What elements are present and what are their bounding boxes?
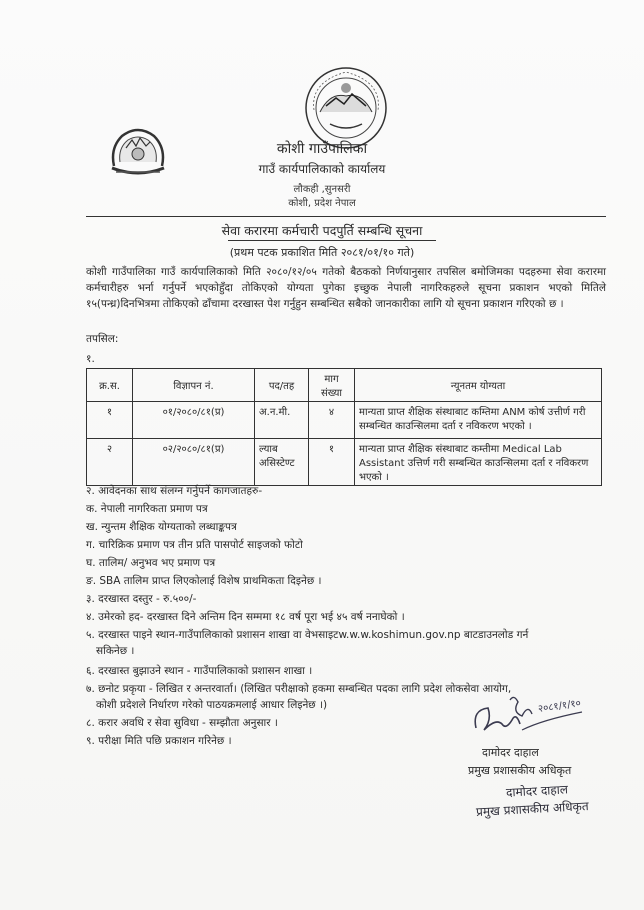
office-name: कोशी गाउँपालिका xyxy=(276,141,368,157)
list-item: ख. न्युन्तम शैक्षिक योग्यताको लब्धाङ्कपत्र xyxy=(86,521,237,533)
list-item: ७. छनोट प्रकृया - लिखित र अन्तरवार्ता। (लिखित परीक्षाको हकमा सम्बन्धित पदका लागि प्रदेश लोकसेवा आयोग, xyxy=(86,683,512,695)
table-cell: ०१/२०८०/८१(प्र) xyxy=(133,402,255,439)
vacancy-table xyxy=(86,368,602,486)
notice-subtitle: (प्रथम पटक प्रकाशित मिति २०८१/०१/१० गते) xyxy=(229,246,415,259)
table-header-row xyxy=(87,369,602,402)
table-cell: अ.न.मी. xyxy=(255,402,309,439)
list-item: घ. तालिम/ अनुभव भए प्रमाण पत्र xyxy=(86,557,216,569)
list-item: २. आवेदनका साथ संलग्न गर्नुपर्ने कागजातहरु- xyxy=(86,485,263,497)
table-cell: १ xyxy=(309,439,355,486)
notice-title: सेवा करारमा कर्मचारी पदपुर्ति सम्बन्धि सूचना xyxy=(221,223,423,238)
tapsil-label: तपसिल: xyxy=(86,333,119,345)
signatory-name: दामोदर दाहाल xyxy=(482,746,539,759)
table-cell: ल्याब असिस्टेण्ट xyxy=(255,439,309,486)
table-cell: २ xyxy=(87,439,133,486)
signatory-designation: प्रमुख प्रशासकीय अधिकृत xyxy=(468,764,572,777)
list-item: ८. करार अवधि र सेवा सुविधा - सम्झौता अनुसार । xyxy=(86,717,278,729)
stamp-designation: प्रमुख प्रशासकीय अधिकृत xyxy=(475,799,589,819)
col-header-demand: माग संख्या xyxy=(309,369,355,402)
table-row xyxy=(87,439,602,486)
stamp-name: दामोदर दाहाल xyxy=(505,782,569,800)
col-header-advert-no: विज्ञापन नं. xyxy=(133,369,255,402)
table-cell: ४ xyxy=(309,402,355,439)
list-item: ६. दरखास्त बुझाउने स्थान - गाउँपालिकाको प्रशासन शाखा । xyxy=(86,665,313,677)
title-underline xyxy=(228,240,436,241)
list-item: ९. परीक्षा मिति पछि प्रकाशन गरिनेछ । xyxy=(86,735,232,747)
table-cell: १ xyxy=(87,402,133,439)
list-item: सकिनेछ । xyxy=(96,645,135,657)
list-item: कोशी प्रदेशले निर्धारण गरेको पाठयक्रमलाई आधार लिइनेछ ।) xyxy=(96,699,328,711)
col-header-qualification: न्यूनतम योग्यता xyxy=(355,369,602,402)
list-item: ४. उमेरको हद- दरखास्त दिने अन्तिम दिन सम्ममा १८ वर्ष पूरा भई ४५ वर्ष ननाघेको । xyxy=(86,611,405,623)
table-cell: मान्यता प्राप्त शैक्षिक संस्थाबाट कम्तीमा Medical Lab Assistant उत्तिर्ण गरी सम्बन्धित काउन्सिलमा दर्ता र नविकरण भएको । xyxy=(355,439,602,486)
handwritten-date: २०८१/१/१० xyxy=(537,698,582,715)
col-header-sn: क्र.स. xyxy=(87,369,133,402)
table-cell: ०२/२०८०/८१(प्र) xyxy=(133,439,255,486)
address-line-2: कोशी, प्रदेश नेपाल xyxy=(288,198,356,209)
table-cell: मान्यता प्राप्त शैक्षिक संस्थाबाट कम्तिमा ANM कोर्ष उत्तीर्ण गरी सम्बन्धित काउन्सिलमा दर्ता र नविकरण भएको । xyxy=(355,402,602,439)
office-subtitle: गाउँ कार्यपालिकाको कार्यालय xyxy=(258,162,386,176)
list-item: क. नेपाली नागरिकता प्रमाण पत्र xyxy=(86,503,208,515)
col-header-post: पद/तह xyxy=(255,369,309,402)
notice-body: कोशी गाउँपालिका गाउँ कार्यपालिकाको मिति २०८०/१२/०५ गतेको बैठकको निर्णयानुसार तपसिल बमोजिमका पदहरुमा सेवा करारमा कर्मचारीहरु भर्ना गर्नुपर्ने भएकोहुँदा तोकिएको योग्यता पुगेका इच्छुक नेपाली नागरिकहरुले सूचना प्रकाशन भएको मितिले १५(पन्ध्र)दिनभित्रमा तोकिएको ढाँचामा दरखास्त पेश गर्नुहुन सम्बन्धित सबैको जानकारीका लागि यो सूचना प्रकाशन गरिएको छ । xyxy=(86,266,606,310)
table-row xyxy=(87,402,602,439)
list-item: ङ. SBA तालिम प्राप्त लिएकोलाई विशेष प्राथमिकता दिइनेछ । xyxy=(86,575,322,587)
section-number-1: १. xyxy=(86,353,95,365)
list-item: ग. चारिक्रिक प्रमाण पत्र तीन प्रति पासपोर्ट साइजको फोटो xyxy=(86,539,303,551)
list-item: ३. दरखास्त दस्तुर - रु.५००/- xyxy=(86,593,197,605)
list-item: ५. दरखास्त पाइने स्थान-गाउँपालिकाको प्रशासन शाखा वा वेभसाइटw.w.w.koshimun.gov.np बाटडाउनलोड गर्न xyxy=(86,629,529,641)
header-divider xyxy=(86,216,606,217)
address-line-1: लौकही ,सुनसरी xyxy=(293,184,351,195)
